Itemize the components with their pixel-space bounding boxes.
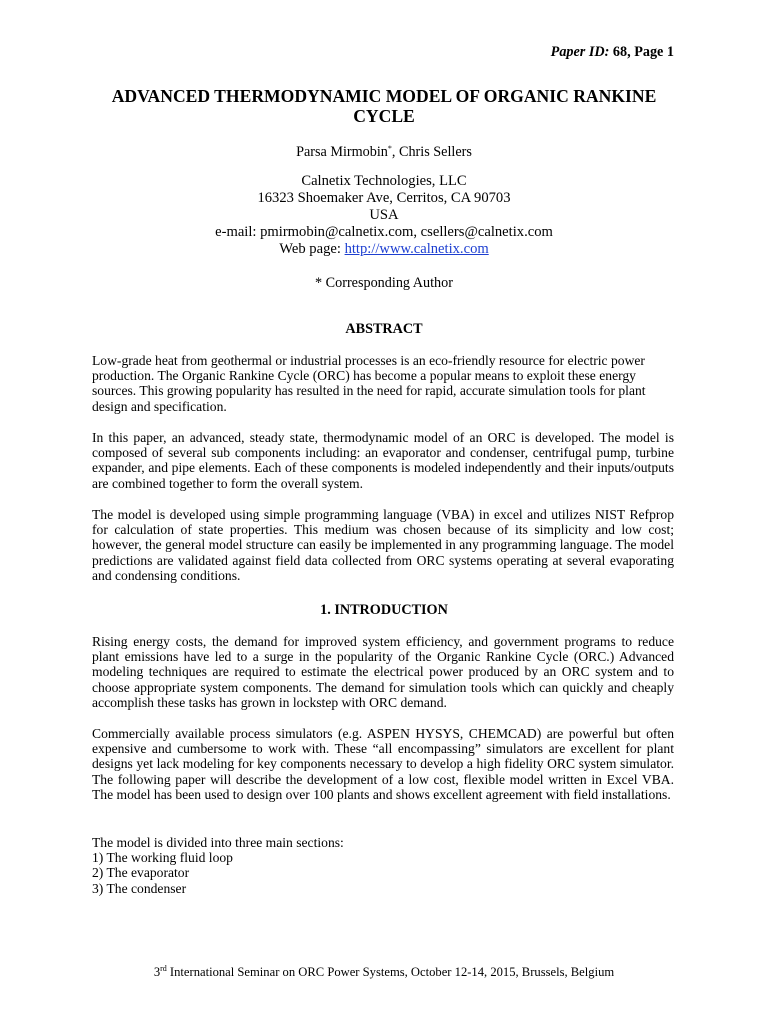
affiliation-web: [80, 241, 688, 258]
intro-paragraph-2: Commercially available process simulators (e.g. ASPEN HYSYS, CHEMCAD) are powerful but often expensive and cumbersome to work with. These “all encompassing” simulators are excellent for plant designs yet lack modeling for key components necessary to develop a high fidelity ORC system simulator. The following paper will describe the development of a low cost, flexible model written in Excel VBA. The model has been used to design over 100 plants and shows excellent agreement with field installations.: [92, 726, 674, 802]
footer-ordinal: 3: [153, 965, 161, 979]
paper-id-header: [551, 44, 674, 61]
intro-paragraph-1: Rising energy costs, the demand for improved system efficiency, and government programs to reduce plant emissions have led to a surge in the popularity of the Organic Rankine Cycle (ORC.) Advanced modeling techniques are required to estimate the electrical power produced by an ORC system and to choose appropriate system components. The demand for simulation tools which can quickly and cheaply accomplish these tasks has grown in lockstep with ORC demand.: [92, 634, 674, 710]
corresponding-mark: *: [387, 144, 392, 153]
author-primary: Parsa Mirmobin: [296, 144, 388, 160]
author-line: [80, 140, 688, 161]
affiliation-block: [80, 173, 688, 258]
list-item: 3) The condenser: [92, 880, 187, 896]
list-item: 2) The evaporator: [92, 865, 190, 881]
paper-id-label: Paper ID:: [550, 44, 610, 60]
abstract-paragraph-2: In this paper, an advanced, steady state, thermodynamic model of an ORC is developed. The model is composed of several sub components including: an evaporator and condenser, centrifugal pump, turbine expander, and pipe elements. Each of these components is modeled independently and their inputs/outputs are combined together to form the overall system.: [92, 430, 674, 491]
list-intro: The model is divided into three main sections:: [92, 835, 344, 850]
abstract-heading: ABSTRACT: [345, 321, 423, 337]
model-sections-list: [92, 835, 674, 896]
web-link[interactable]: http://www.calnetix.com: [344, 241, 489, 257]
affiliation-address: 16323 Shoemaker Ave, Cerritos, CA 90703: [257, 190, 511, 206]
introduction-heading: 1. INTRODUCTION: [320, 602, 448, 618]
web-label: Web page:: [279, 241, 345, 257]
author-secondary: , Chris Sellers: [391, 144, 472, 160]
footer-text: International Seminar on ORC Power Systems, October 12-14, 2015, Brussels, Belgium: [166, 965, 615, 979]
affiliation-company: Calnetix Technologies, LLC: [301, 173, 467, 189]
abstract-paragraph-1: Low-grade heat from geothermal or industrial processes is an eco-friendly resource for electric power production. The Organic Rankine Cycle (ORC) has become a popular means to exploit these energy sources. This growing popularity has resulted in the need for rapid, accurate simulation tools for plant design and specification.: [92, 353, 646, 414]
list-item: 1) The working fluid loop: [92, 850, 233, 866]
affiliation-email: e-mail: pmirmobin@calnetix.com, csellers@calnetix.com: [215, 224, 553, 240]
affiliation-country: USA: [369, 207, 399, 223]
page-footer: [80, 964, 688, 980]
paper-title: ADVANCED THERMODYNAMIC MODEL OF ORGANIC RANKINE CYCLE: [111, 86, 657, 126]
footer-ordinal-suffix: rd: [160, 964, 167, 973]
abstract-paragraph-3: The model is developed using simple programming language (VBA) in excel and utilizes NIST Refprop for calculation of state properties. This medium was chosen because of its simplicity and low cost; however, the general model structure can easily be implemented in any programming language. The model predictions are validated against field data collected from ORC systems operating at several evaporating and condensing conditions.: [92, 507, 674, 583]
corresponding-author-note: * Corresponding Author: [315, 275, 453, 291]
paper-id-value: 68, Page 1: [612, 44, 674, 60]
